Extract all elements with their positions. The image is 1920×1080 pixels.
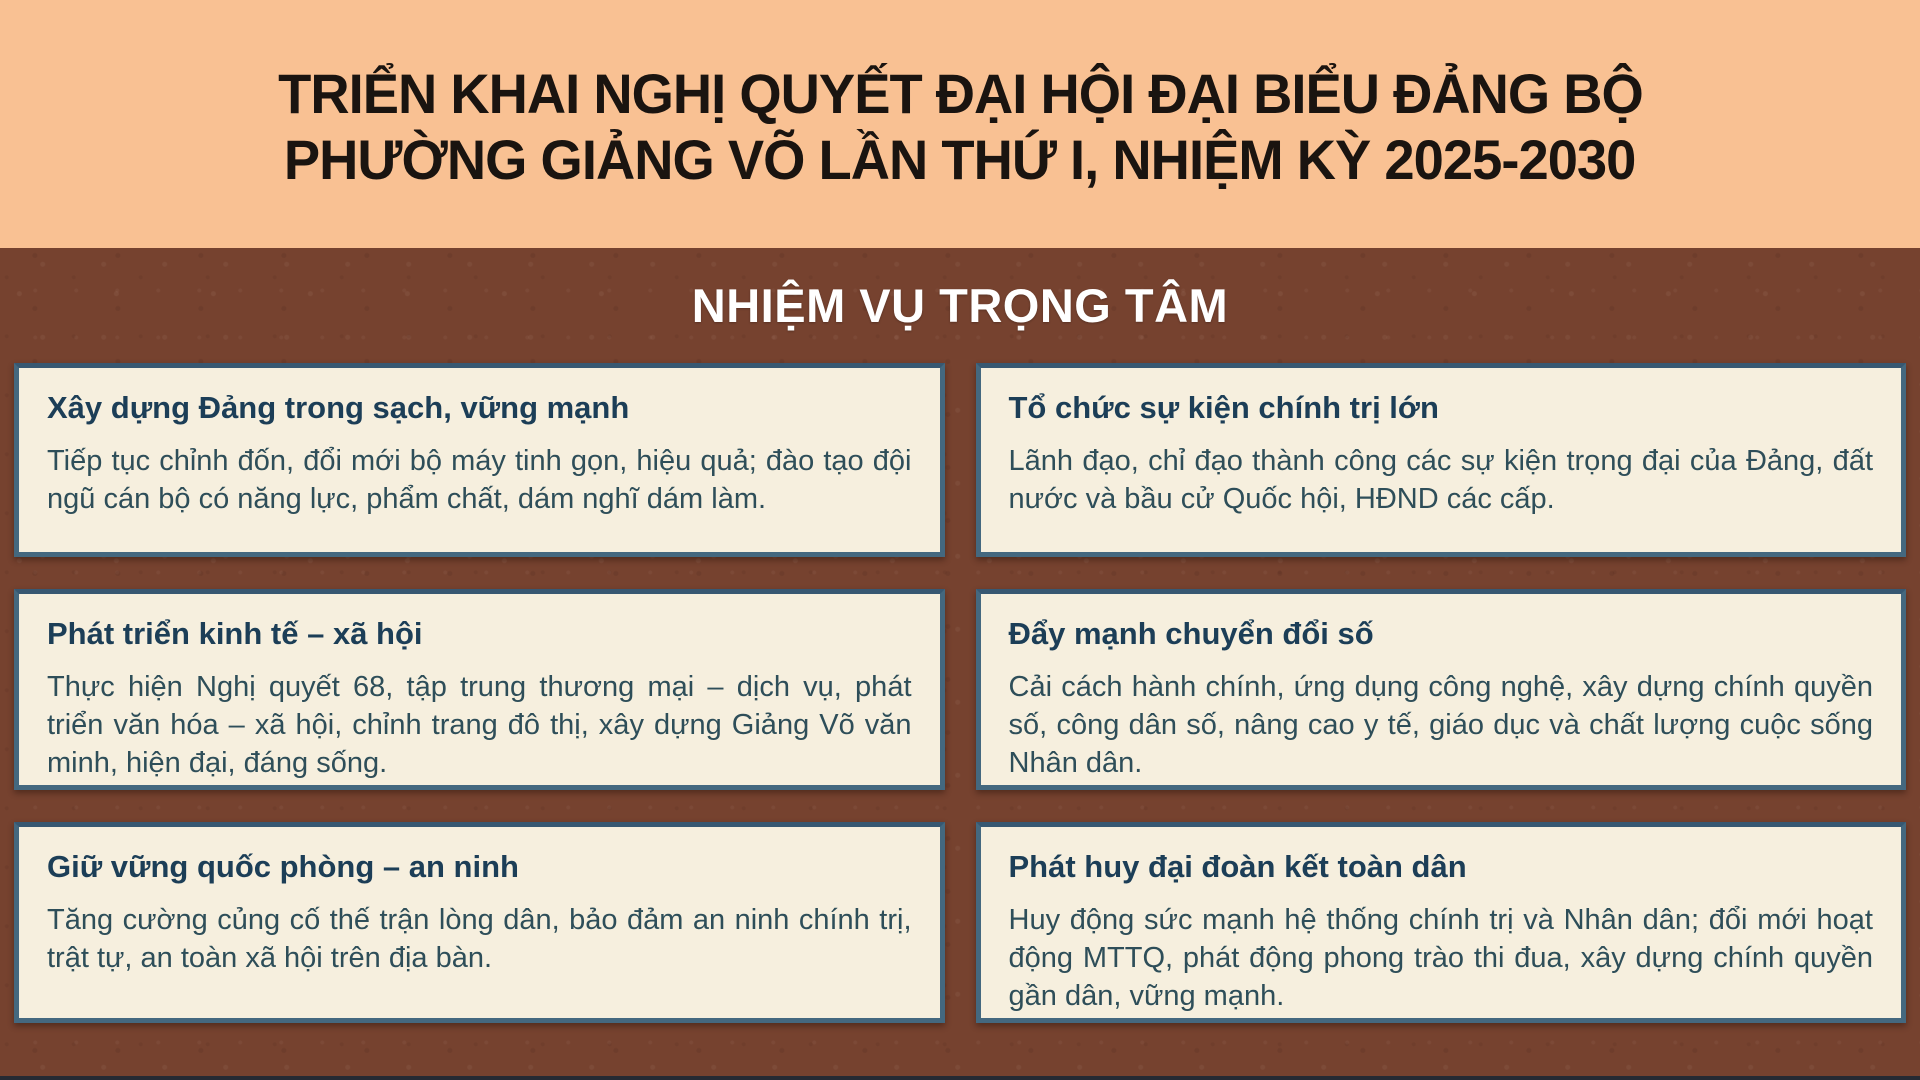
card-party-building: [14, 363, 945, 557]
card-socioeconomic-development: [14, 589, 945, 790]
page-title-line-1: TRIỂN KHAI NGHỊ QUYẾT ĐẠI HỘI ĐẠI BIỂU ĐẢNG BỘ: [277, 62, 1643, 125]
card-body: Lãnh đạo, chỉ đạo thành công các sự kiện trọng đại của Đảng, đất nước và bầu cử Quốc hội, HĐND các cấp.: [1008, 444, 1873, 515]
card-title: Phát triển kinh tế – xã hội: [47, 616, 423, 651]
card-body: Tiếp tục chỉnh đốn, đổi mới bộ máy tinh gọn, hiệu quả; đào tạo đội ngũ cán bộ có năng lực, phẩm chất, dám nghĩ dám làm.: [47, 444, 912, 515]
bottom-edge-bar: [0, 1076, 1920, 1080]
tasks-grid: [0, 363, 1920, 1023]
card-body: Huy động sức mạnh hệ thống chính trị và Nhân dân; đổi mới hoạt động MTTQ, phát động phong trào thi đua, xây dựng chính quyền gần dân, vững mạnh.: [1008, 903, 1873, 1012]
section-heading: NHIỆM VỤ TRỌNG TÂM: [691, 279, 1229, 332]
card-body: Cải cách hành chính, ứng dụng công nghệ, xây dựng chính quyền số, công dân số, nâng cao y tế, giáo dục và chất lượng cuộc sống Nhân dân.: [1008, 670, 1873, 779]
card-body: Thực hiện Nghị quyết 68, tập trung thương mại – dịch vụ, phát triển văn hóa – xã hội, chỉnh trang đô thị, xây dựng Giảng Võ văn minh, hiện đại, đáng sống.: [47, 670, 912, 779]
title-banner: [0, 0, 1920, 248]
card-political-events: [976, 363, 1907, 557]
card-defense-security: [14, 822, 945, 1023]
page-title-line-2: PHƯỜNG GIẢNG VÕ LẦN THỨ I, NHIỆM KỲ 2025-2030: [284, 128, 1636, 191]
section-heading-bar: [0, 248, 1920, 363]
card-title: Xây dựng Đảng trong sạch, vững mạnh: [47, 390, 630, 425]
card-body: Tăng cường củng cố thế trận lòng dân, bảo đảm an ninh chính trị, trật tự, an toàn xã hội trên địa bàn.: [47, 903, 912, 974]
card-title: Đẩy mạnh chuyển đổi số: [1008, 616, 1374, 651]
card-title: Tổ chức sự kiện chính trị lớn: [1008, 390, 1439, 425]
card-title: Phát huy đại đoàn kết toàn dân: [1008, 849, 1467, 884]
card-national-unity: [976, 822, 1907, 1023]
card-digital-transformation: [976, 589, 1907, 790]
card-title: Giữ vững quốc phòng – an ninh: [47, 849, 519, 884]
